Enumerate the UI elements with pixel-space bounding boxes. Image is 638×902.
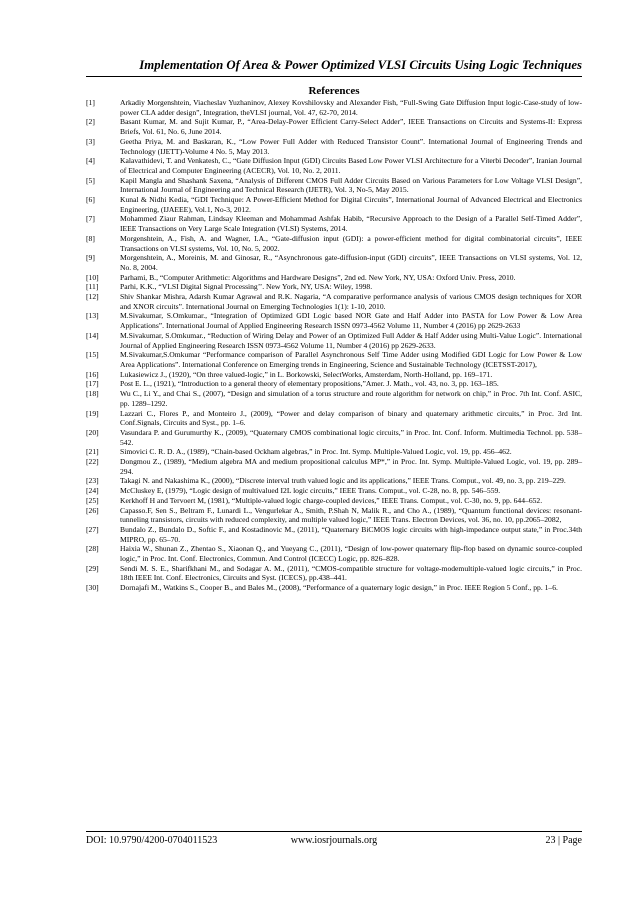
reference-text: Kapil Mangla and Shashank Saxena, “Analysis of Different CMOS Full Adder Circuits Based on Various Parameters for Low Voltage VLSI Design”, International Journal of Engineering and Technical Research (IJETR), Vol. 3, No-5, May 2015. <box>120 175 582 195</box>
reference-number: [4] <box>86 156 95 166</box>
reference-item <box>86 331 582 350</box>
reference-item <box>86 98 582 117</box>
reference-item <box>86 506 582 525</box>
reference-item <box>86 564 582 583</box>
reference-item <box>86 156 582 175</box>
reference-item <box>86 583 582 593</box>
reference-item <box>86 457 582 476</box>
reference-number: [22] <box>86 457 99 467</box>
reference-item <box>86 292 582 311</box>
reference-number: [3] <box>86 136 95 146</box>
reference-number: [5] <box>86 175 95 185</box>
reference-text: Parhi, K.K., “VLSI Digital Signal Processing’’. New York, NY, USA: Wiley, 1998. <box>120 282 373 292</box>
reference-number: [15] <box>86 350 99 360</box>
reference-text: M.Sivakumar,S.Omkumar “Performance comparison of Parallel Asynchronous Self Time Adder using Modified GDI Logic for Low Power & Low Area Applications”. International Conference on Emerging trends in Engineering, Science and Sustainable Technology (ICETSST-2017), <box>120 350 582 369</box>
reference-number: [6] <box>86 195 95 205</box>
reference-number: [18] <box>86 389 99 399</box>
reference-text: Capasso.F, Sen S., Beltram F., Lunardi L., Vengurlekar A., Smith, P.Shah N, Malik R., and Cho A., (1989), “Quantum functional devices: resonant-tunneling transistors, circuits with reduced complexity, and multiple valued logic,” IEEE Trans. Electron Devices, vol. 36, no. 10, pp.2065–2082, <box>120 505 582 525</box>
reference-text: Vasundara P. and Gurumurthy K., (2009), “Quaternary CMOS combinational logic circuits,” in Proc. Int. Conf. Inform. Multimedia Technol. pp. 538–542. <box>120 427 582 447</box>
footer-website-link[interactable]: www.iosrjournals.org <box>290 835 378 846</box>
reference-item <box>86 195 582 214</box>
reference-item <box>86 496 582 506</box>
reference-text: Sendi M. S. E., Sharifkhani M., and Sodagar A. M., (2011), “CMOS-compatible structure for voltage-modemultiple-valued logic circuits,” in Proc. 18th IEEE Int. Conf. Electronics, Circuits and Syst. (ICECS), pp.438–441. <box>120 563 582 583</box>
footer-rule <box>86 831 582 832</box>
reference-number: [24] <box>86 486 99 496</box>
references-heading: References <box>308 85 360 97</box>
reference-number: [10] <box>86 272 99 282</box>
reference-text: Basant Kumar, M. and Sujit Kumar, P., “Area-Delay-Power Efficient Carry-Select Adder”, IEEE Transactions on Circuits and Systems-II: Express Briefs, Vol. 61, No. 6, June 2014. <box>120 117 582 137</box>
reference-item <box>86 409 582 428</box>
reference-number: [13] <box>86 311 99 321</box>
reference-text: Lazzari C., Flores P., and Monteiro J., (2009), “Power and delay comparison of binary and quaternary arithmetic circuits,” in Proc. 3rd Int. Conf.Signals, Circuits and Syst., pp. 1–6. <box>120 408 582 428</box>
reference-number: [14] <box>86 330 99 340</box>
reference-item <box>86 486 582 496</box>
reference-item <box>86 350 582 369</box>
running-header: Implementation Of Area & Power Optimized VLSI Circuits Using Logic Techniques <box>139 58 582 72</box>
reference-item <box>86 525 582 544</box>
reference-text: Arkadiy Morgenshtein, Viacheslav Yuzhaninov, Alexey Kovshilovsky and Alexander Fish, “Full-Swing Gate Diffusion Input logic-Case-study of low-power CLA adder design”, Integration, theVLSI journal, Vol. 47, 62-70, 2014. <box>120 98 582 117</box>
reference-text: Kerkhoff H and Tervoert M, (1981), “Multiple-valued logic charge-coupled devices,” IEEE Trans. Comput., vol. C-30, no. 9, pp. 644–652. <box>120 495 543 505</box>
reference-text: Dongmou Z., (1989), “Medium algebra MA and medium propositional calculus MP*,” in Proc. Int. Symp. Multiple-Valued Logic, vol. 19, pp. 289–294. <box>120 457 582 476</box>
reference-text: Haixia W., Shunan Z., Zhentao S., Xiaonan Q., and Yueyang C., (2011), “Design of low-power quaternary flip-flop based on dynamic source-coupled logic,” in Proc. Int. Conf. Electronics, Commun. And Control (ICECC) Logic, pp. 826–828. <box>120 544 582 564</box>
reference-item <box>86 311 582 330</box>
reference-text: M.Sivakumar, S.Omkumar., “Reduction of Wiring Delay and Power of an Optimized Full Adder & Half Adder using Multi-Value Logic”. International Journal of Applied Engineering Research ISSN 0973-4562 Volume 11, Number 4 (2016) pp 2629-2633. <box>120 330 582 350</box>
reference-text: M.Sivakumar, S.Omkumar., “Integration of Optimized GDI Logic based NOR Gate and Half Adder into PASTA for Low Power & Low Area Applications”. International Journal of Applied Engineering Research ISSN 0973-4562 Volume 11, Number 4 (2016) pp 2629-2633 <box>120 311 582 331</box>
reference-number: [27] <box>86 524 99 534</box>
reference-number: [26] <box>86 505 99 515</box>
reference-item <box>86 214 582 233</box>
reference-number: [7] <box>86 214 95 224</box>
reference-text: Geetha Priya, M. and Baskaran, K., “Low Power Full Adder with Reduced Transistor Count”. International Journal of Engineering Trends and Technology (IJETT)-Volume 4 No. 5, May 2013. <box>120 136 582 156</box>
footer-doi: DOI: 10.9790/4200-0704011523 <box>86 835 218 846</box>
reference-text: Shiv Shankar Mishra, Adarsh Kumar Agrawal and R.K. Nagaria, “A comparative performance analysis of various CMOS design techniques for XOR and XNOR circuits”. International Journal on Emerging Technologies 1(1): 1-10, 2010. <box>120 292 582 311</box>
reference-item <box>86 379 582 389</box>
reference-item <box>86 137 582 156</box>
reference-text: Kalavathidevi, T. and Venkatesh, C., “Gate Diffusion Input (GDI) Circuits Based Low Power VLSI Architecture for a Viterbi Decoder”, Iranian Journal of Electrical and Computer Engineering (ACECR), Vol. 10, No. 2, 2011. <box>120 156 582 175</box>
reference-item <box>86 370 582 380</box>
reference-text: Simovici C. R. D. A., (1989), “Chain-based Ockham algebras,” in Proc. Int. Symp. Multiple-Valued Logic, vol. 19, pp. 456–462. <box>120 447 512 457</box>
reference-text: Bundalo Z., Bundalo D., Softic F., and Kostadinovic M., (2011), “Quaternary BiCMOS logic circuits with high-impedance output state,” in Proc.34th MIPRO, pp. 65–70. <box>120 524 582 544</box>
reference-text: Lukasiewicz J., (1920), “On three valued-logic,” in L. Borkowski, SelectWorks, Amsterdam, North-Holland, pp. 169–171. <box>120 369 493 379</box>
reference-item <box>86 176 582 195</box>
reference-item <box>86 476 582 486</box>
reference-number: [19] <box>86 408 99 418</box>
reference-number: [23] <box>86 476 99 486</box>
reference-item <box>86 234 582 253</box>
reference-number: [2] <box>86 117 95 127</box>
header-rule <box>86 76 582 77</box>
reference-number: [8] <box>86 233 95 243</box>
reference-text: Dornajafi M., Watkins S., Cooper B., and Bales M., (2008), “Performance of a quaternary logic design,” in Proc. IEEE Region 5 Conf., pp. 1–6. <box>120 583 558 593</box>
reference-text: Morgenshtein, A., Moreinis, M. and Ginosar, R., “Asynchronous gate-diffusion-input (GDI) circuits”, IEEE Transactions on VLSI systems, Vol. 12, No. 8, 2004. <box>120 253 582 272</box>
reference-number: [29] <box>86 563 99 573</box>
reference-number: [17] <box>86 379 99 389</box>
reference-item <box>86 117 582 136</box>
reference-number: [11] <box>86 282 99 292</box>
reference-text: Mohammed Ziaur Rahman, Lindsay Kleeman and Mohammad Ashfak Habib, “Recursive Approach to the Design of a Parallel Self-Timed Adder”, IEEE Transactions on Very Large Scale Integration (VLSI) Systems, 2014. <box>120 214 582 234</box>
reference-text: Post E. L., (1921), “Introduction to a general theory of elementary propositions,”Amer. J. Math., vol. 43, no. 3, pp. 163–185. <box>120 379 499 389</box>
reference-text: Morgenshtein, A., Fish, A. and Wagner, I.A., “Gate-diffusion input (GDI): a power-efficient method for digital combinatorial circuits”, IEEE Transactions on VLSI systems, Vol. 10, No. 5, 2002. <box>120 233 582 253</box>
reference-item <box>86 544 582 563</box>
reference-text: Takagi N. and Nakashima K., (2000), “Discrete interval truth valued logic and its applications,” IEEE Trans. Comput., vol. 49, no. 3, pp. 219–229. <box>120 476 566 486</box>
reference-text: Kunal & Nidhi Kedia, “GDI Technique: A Power-Efficient Method for Digital Circuits”, International Journal of Advanced Electrical and Electronics Engineering, (IJAEEE), Vol.1, No-3, 2012. <box>120 195 582 214</box>
reference-number: [12] <box>86 292 99 302</box>
reference-item <box>86 389 582 408</box>
reference-number: [25] <box>86 495 99 505</box>
reference-number: [21] <box>86 447 99 457</box>
reference-item <box>86 253 582 272</box>
reference-text: Wu C., Li Y., and Chai S., (2007), “Design and simulation of a torus structure and route algorithm for network on chip,” in Proc. 7th Int. Conf. ASIC, pp. 1289–1292. <box>120 389 582 408</box>
reference-number: [30] <box>86 583 99 593</box>
reference-number: [16] <box>86 369 99 379</box>
reference-list <box>86 98 582 593</box>
reference-number: [1] <box>86 98 95 107</box>
footer-page-number: 23 | Page <box>545 835 582 846</box>
reference-text: Parhami, B., “Computer Arithmetic: Algorithms and Hardware Designs”, 2nd ed. New York, NY, USA: Oxford Univ. Press, 2010. <box>120 272 516 282</box>
reference-number: [28] <box>86 544 99 554</box>
reference-number: [9] <box>86 253 95 263</box>
reference-item <box>86 282 582 292</box>
reference-item <box>86 273 582 283</box>
reference-item <box>86 447 582 457</box>
reference-number: [20] <box>86 427 99 437</box>
reference-text: McCluskey E, (1979), “Logic design of multivalued I2L logic circuits,” IEEE Trans. Comput., vol. C-28, no. 8, pp. 546–559. <box>120 486 501 496</box>
reference-item <box>86 428 582 447</box>
